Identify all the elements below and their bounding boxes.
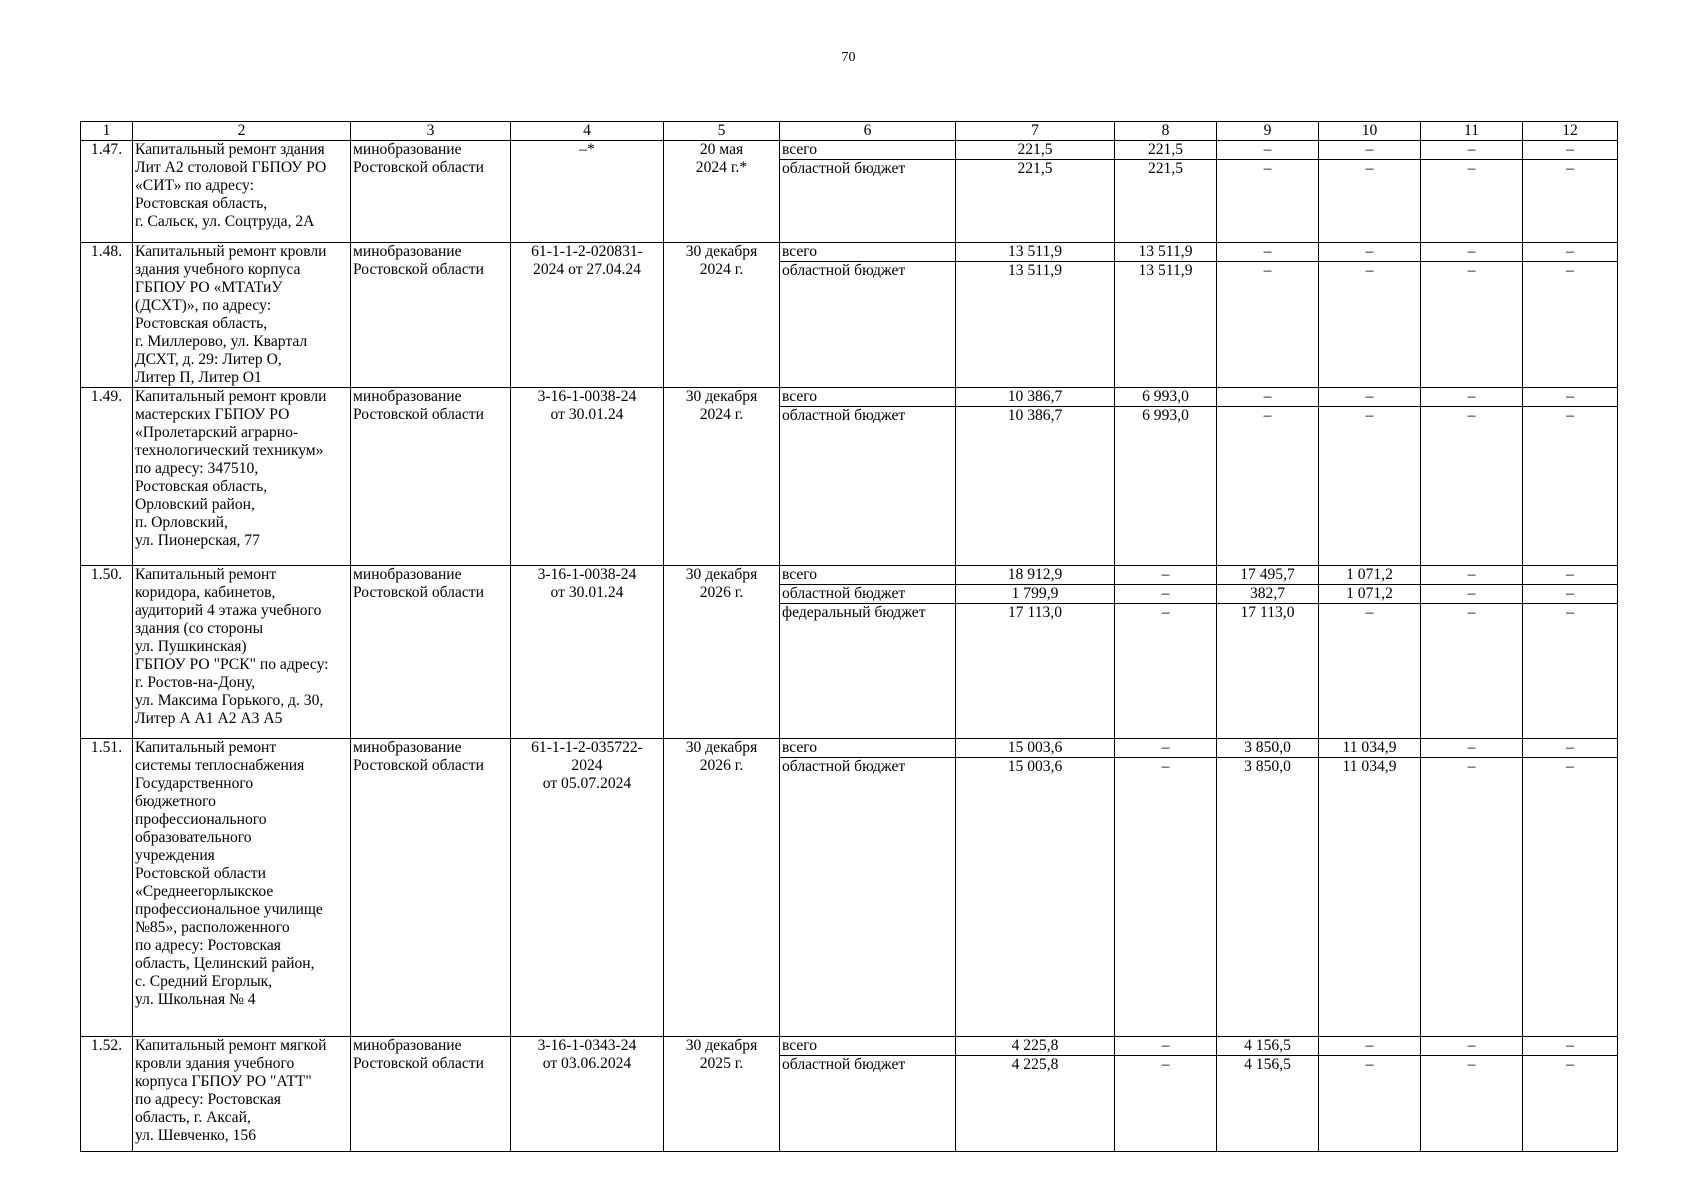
value-col-8: – <box>1115 739 1217 758</box>
value-col-9: – <box>1217 160 1319 243</box>
completion-date: 30 декабря 2024 г. <box>664 243 780 388</box>
value-col-7: 10 386,7 <box>956 407 1115 566</box>
object-name: Капитальный ремонт коридора, кабинетов, аудиторий 4 этажа учебного здания (со стороны ул. Пушкинская) ГБПОУ РО "РСК" по адресу: г. Ростов-на-Дону, ул. Максима Горького, д. 30, Литер А А1 А2 А3 А5 <box>133 566 351 739</box>
value-col-7: 15 003,6 <box>956 739 1115 758</box>
row-number: 1.48. <box>81 243 133 388</box>
row-number: 1.51. <box>81 739 133 1037</box>
value-col-10: 11 034,9 <box>1319 758 1421 1037</box>
table-row <box>81 388 1618 407</box>
object-name: Капитальный ремонт здания Лит А2 столовой ГБПОУ РО «СИТ» по адресу: Ростовская область, г. Сальск, ул. Соцтруда, 2А <box>133 141 351 243</box>
value-col-10: – <box>1319 407 1421 566</box>
value-col-8: 6 993,0 <box>1115 388 1217 407</box>
value-col-9: – <box>1217 262 1319 388</box>
funding-source: всего <box>780 1037 956 1056</box>
completion-date: 30 декабря 2026 г. <box>664 566 780 739</box>
value-col-9: 17 495,7 <box>1217 566 1319 585</box>
column-header: 2 <box>133 122 351 141</box>
funding-source: областной бюджет <box>780 1056 956 1152</box>
value-col-12: – <box>1523 739 1618 758</box>
value-col-12: – <box>1523 407 1618 566</box>
value-col-11: – <box>1421 1056 1523 1152</box>
value-col-7: 4 225,8 <box>956 1056 1115 1152</box>
value-col-9: – <box>1217 141 1319 160</box>
value-col-7: 1 799,9 <box>956 585 1115 604</box>
object-name: Капитальный ремонт системы теплоснабжения Государственного бюджетного профессионального образовательного учреждения Ростовской области «Среднеегорлыкское профессиональное училище №85», расположенного по адресу: Ростовская область, Целинский район, с. Средний Егорлык, ул. Школьная № 4 <box>133 739 351 1037</box>
page-number: 70 <box>841 50 856 65</box>
document-number: 61-1-1-2-035722- 2024 от 05.07.2024 <box>511 739 664 1037</box>
column-header: 3 <box>351 122 511 141</box>
value-col-8: – <box>1115 585 1217 604</box>
value-col-12: – <box>1523 585 1618 604</box>
value-col-11: – <box>1421 739 1523 758</box>
funding-source: всего <box>780 566 956 585</box>
column-header: 10 <box>1319 122 1421 141</box>
responsible-org: минобразование Ростовской области <box>351 1037 511 1152</box>
value-col-11: – <box>1421 243 1523 262</box>
completion-date: 30 декабря 2025 г. <box>664 1037 780 1152</box>
column-header: 6 <box>780 122 956 141</box>
value-col-10: 1 071,2 <box>1319 566 1421 585</box>
funding-source: областной бюджет <box>780 262 956 388</box>
value-col-8: – <box>1115 1056 1217 1152</box>
value-col-9: – <box>1217 243 1319 262</box>
value-col-10: – <box>1319 604 1421 739</box>
value-col-7: 13 511,9 <box>956 243 1115 262</box>
table-body <box>81 122 1618 1152</box>
row-number: 1.47. <box>81 141 133 243</box>
value-col-9: – <box>1217 388 1319 407</box>
funding-source: областной бюджет <box>780 160 956 243</box>
value-col-12: – <box>1523 566 1618 585</box>
value-col-11: – <box>1421 141 1523 160</box>
column-header: 5 <box>664 122 780 141</box>
table-row <box>81 243 1618 262</box>
value-col-10: – <box>1319 141 1421 160</box>
value-col-8: 13 511,9 <box>1115 243 1217 262</box>
value-col-8: – <box>1115 604 1217 739</box>
document-number: 3-16-1-0038-24 от 30.01.24 <box>511 566 664 739</box>
value-col-10: – <box>1319 262 1421 388</box>
value-col-12: – <box>1523 604 1618 739</box>
responsible-org: минобразование Ростовской области <box>351 243 511 388</box>
value-col-7: 10 386,7 <box>956 388 1115 407</box>
funding-source: всего <box>780 388 956 407</box>
object-name: Капитальный ремонт мягкой кровли здания учебного корпуса ГБПОУ РО "АТТ" по адресу: Ростовская область, г. Аксай, ул. Шевченко, 156 <box>133 1037 351 1152</box>
row-number: 1.52. <box>81 1037 133 1152</box>
value-col-9: 3 850,0 <box>1217 739 1319 758</box>
value-col-11: – <box>1421 604 1523 739</box>
column-header: 8 <box>1115 122 1217 141</box>
row-number: 1.50. <box>81 566 133 739</box>
value-col-9: 4 156,5 <box>1217 1037 1319 1056</box>
value-col-8: 13 511,9 <box>1115 262 1217 388</box>
object-name: Капитальный ремонт кровли мастерских ГБПОУ РО «Пролетарский аграрно- технологический техникум» по адресу: 347510, Ростовская область, Орловский район, п. Орловский, ул. Пионерская, 77 <box>133 388 351 566</box>
value-col-8: – <box>1115 566 1217 585</box>
value-col-10: 11 034,9 <box>1319 739 1421 758</box>
value-col-9: 4 156,5 <box>1217 1056 1319 1152</box>
value-col-12: – <box>1523 1037 1618 1056</box>
value-col-10: – <box>1319 1037 1421 1056</box>
value-col-12: – <box>1523 243 1618 262</box>
value-col-10: – <box>1319 160 1421 243</box>
document-number: –* <box>511 141 664 243</box>
table-row <box>81 566 1618 585</box>
column-header: 12 <box>1523 122 1618 141</box>
responsible-org: минобразование Ростовской области <box>351 388 511 566</box>
value-col-12: – <box>1523 160 1618 243</box>
value-col-9: – <box>1217 407 1319 566</box>
value-col-8: – <box>1115 1037 1217 1056</box>
funding-source: областной бюджет <box>780 585 956 604</box>
value-col-7: 17 113,0 <box>956 604 1115 739</box>
column-header-row <box>81 122 1618 141</box>
document-number: 61-1-1-2-020831- 2024 от 27.04.24 <box>511 243 664 388</box>
document-number: 3-16-1-0038-24 от 30.01.24 <box>511 388 664 566</box>
responsible-org: минобразование Ростовской области <box>351 566 511 739</box>
completion-date: 20 мая 2024 г.* <box>664 141 780 243</box>
document-number: 3-16-1-0343-24 от 03.06.2024 <box>511 1037 664 1152</box>
column-header: 7 <box>956 122 1115 141</box>
funding-source: федеральный бюджет <box>780 604 956 739</box>
table-row <box>81 739 1618 758</box>
column-header: 9 <box>1217 122 1319 141</box>
object-name: Капитальный ремонт кровли здания учебного корпуса ГБПОУ РО «МТАТиУ (ДСХТ)», по адресу: Ростовская область, г. Миллерово, ул. Квартал ДСХТ, д. 29: Литер О, Литер П, Литер О1 <box>133 243 351 388</box>
value-col-7: 221,5 <box>956 160 1115 243</box>
value-col-11: – <box>1421 1037 1523 1056</box>
responsible-org: минобразование Ростовской области <box>351 739 511 1037</box>
value-col-11: – <box>1421 407 1523 566</box>
value-col-7: 13 511,9 <box>956 262 1115 388</box>
funding-source: областной бюджет <box>780 758 956 1037</box>
value-col-7: 18 912,9 <box>956 566 1115 585</box>
funding-source: всего <box>780 243 956 262</box>
table-row <box>81 141 1618 160</box>
row-number: 1.49. <box>81 388 133 566</box>
column-header: 1 <box>81 122 133 141</box>
funding-source: всего <box>780 739 956 758</box>
value-col-7: 221,5 <box>956 141 1115 160</box>
column-header: 11 <box>1421 122 1523 141</box>
value-col-7: 15 003,6 <box>956 758 1115 1037</box>
value-col-8: 221,5 <box>1115 141 1217 160</box>
value-col-11: – <box>1421 160 1523 243</box>
value-col-10: 1 071,2 <box>1319 585 1421 604</box>
value-col-11: – <box>1421 566 1523 585</box>
value-col-9: 382,7 <box>1217 585 1319 604</box>
responsible-org: минобразование Ростовской области <box>351 141 511 243</box>
investment-table <box>80 121 1618 1152</box>
value-col-8: 221,5 <box>1115 160 1217 243</box>
value-col-9: 17 113,0 <box>1217 604 1319 739</box>
value-col-8: – <box>1115 758 1217 1037</box>
value-col-9: 3 850,0 <box>1217 758 1319 1037</box>
table-row <box>81 1037 1618 1056</box>
value-col-8: 6 993,0 <box>1115 407 1217 566</box>
value-col-12: – <box>1523 758 1618 1037</box>
funding-source: всего <box>780 141 956 160</box>
completion-date: 30 декабря 2024 г. <box>664 388 780 566</box>
value-col-10: – <box>1319 388 1421 407</box>
completion-date: 30 декабря 2026 г. <box>664 739 780 1037</box>
value-col-12: – <box>1523 262 1618 388</box>
value-col-11: – <box>1421 262 1523 388</box>
value-col-12: – <box>1523 1056 1618 1152</box>
value-col-7: 4 225,8 <box>956 1037 1115 1056</box>
value-col-11: – <box>1421 585 1523 604</box>
value-col-11: – <box>1421 388 1523 407</box>
value-col-11: – <box>1421 758 1523 1037</box>
value-col-12: – <box>1523 141 1618 160</box>
funding-source: областной бюджет <box>780 407 956 566</box>
value-col-10: – <box>1319 1056 1421 1152</box>
column-header: 4 <box>511 122 664 141</box>
value-col-10: – <box>1319 243 1421 262</box>
value-col-12: – <box>1523 388 1618 407</box>
